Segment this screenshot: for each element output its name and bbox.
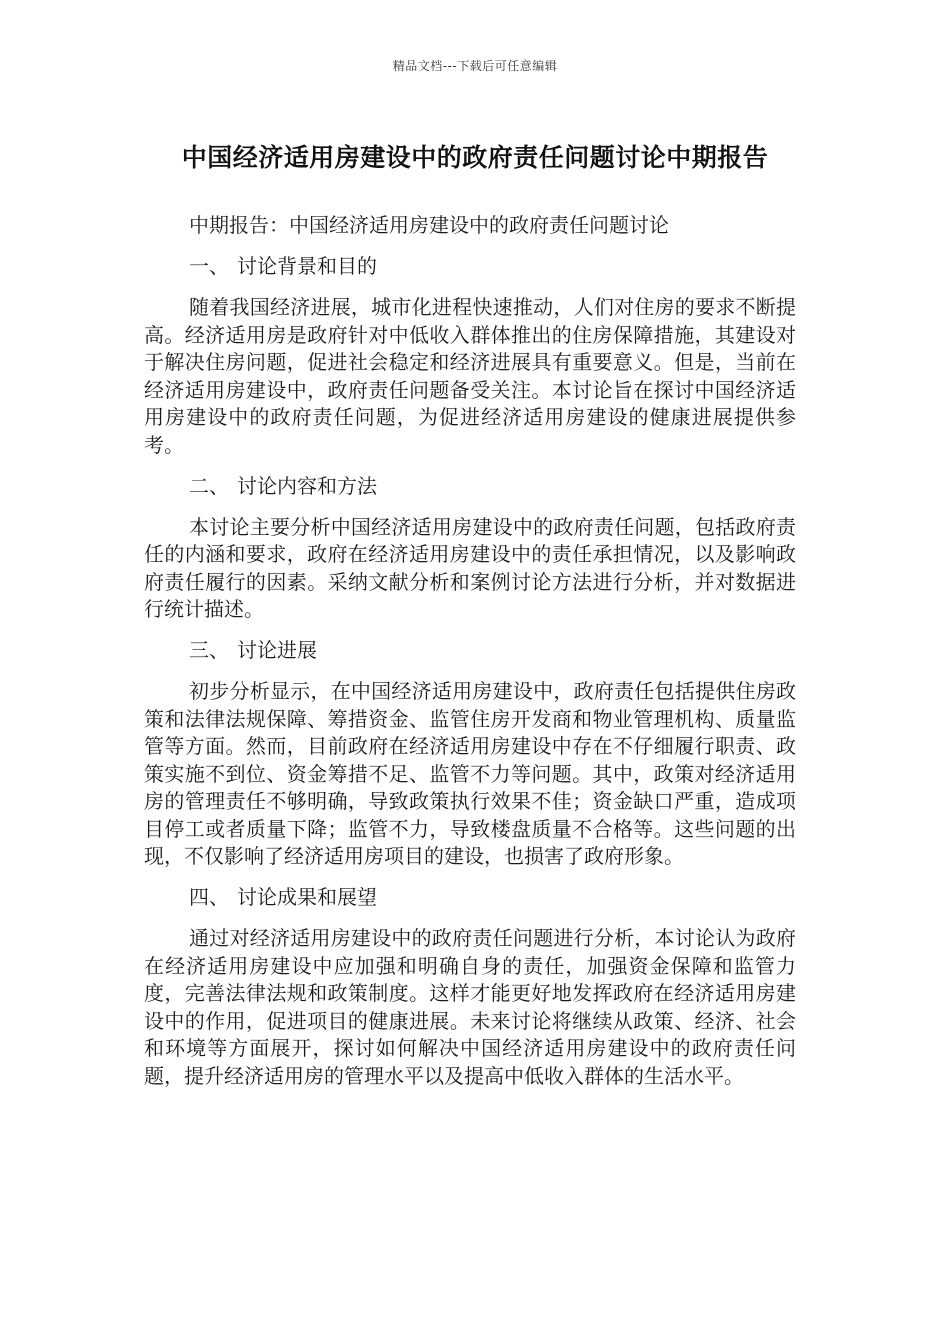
page-header-note: 精品文档---下载后可任意编辑 [392, 59, 558, 73]
section-heading [144, 884, 796, 912]
section-number: 二、 [189, 473, 229, 498]
document-title: 中国经济适用房建设中的政府责任问题讨论中期报告 [181, 143, 769, 172]
section-title: 讨论背景和目的 [237, 254, 377, 278]
section-number: 四、 [189, 885, 229, 909]
section-title: 讨论成果和展望 [237, 885, 377, 909]
section-heading [144, 473, 796, 501]
section-progress [144, 637, 796, 871]
section-paragraph: 初步分析显示，在中国经济适用房建设中，政府责任包括提供住房政策和法律法规保障、筹措资金、监管住房开发商和物业管理机构、质量监管等方面。然而，目前政府在经济适用房建设中存在不仔细履行职责、政策实施不到位、资金筹措不足、监管不力等问题。其中，政策对经济适用房的管理责任不够明确，导致政策执行效果不佳；资金缺口严重，造成项目停工或者质量下降；监管不力，导致楼盘质量不合格等。这些问题的出现，不仅影响了经济适用房项目的建设，也损害了政府形象。 [144, 679, 796, 868]
section-background [144, 253, 796, 459]
section-number: 一、 [189, 254, 229, 278]
section-paragraph: 通过对经济适用房建设中的政府责任问题进行分析，本讨论认为政府在经济适用房建设中应加强和明确自身的责任，加强资金保障和监管力度，完善法律法规和政策制度。这样才能更好地发挥政府在经济适用房建设中的作用，促进项目的健康进展。未来讨论将继续从政策、经济、社会和环境等方面展开，探讨如何解决中国经济适用房建设中的政府责任问题，提升经济适用房的管理水平以及提高中低收入群体的生活水平。 [144, 926, 796, 1088]
section-number: 三、 [189, 638, 229, 662]
section-title: 讨论内容和方法 [237, 473, 377, 498]
document-body [144, 212, 796, 1104]
section-heading [144, 253, 796, 281]
section-results-outlook [144, 884, 796, 1090]
section-heading [144, 637, 796, 665]
section-content-method [144, 473, 796, 624]
section-title: 讨论进展 [237, 638, 317, 662]
section-paragraph: 本讨论主要分析中国经济适用房建设中的政府责任问题，包括政府责任的内涵和要求，政府在经济适用房建设中的责任承担情况，以及影响政府责任履行的因素。采纳文献分析和案例讨论方法进行分析，并对数据进行统计描述。 [144, 514, 796, 621]
section-paragraph: 随着我国经济进展，城市化进程快速推动，人们对住房的要求不断提高。经济适用房是政府针对中低收入群体推出的住房保障措施，其建设对于解决住房问题，促进社会稳定和经济进展具有重要意义。但是，当前在经济适用房建设中，政府责任问题备受关注。本讨论旨在探讨中国经济适用房建设中的政府责任问题，为促进经济适用房建设的健康进展提供参考。 [144, 295, 796, 457]
document-subtitle: 中期报告：中国经济适用房建设中的政府责任问题讨论 [189, 213, 669, 237]
